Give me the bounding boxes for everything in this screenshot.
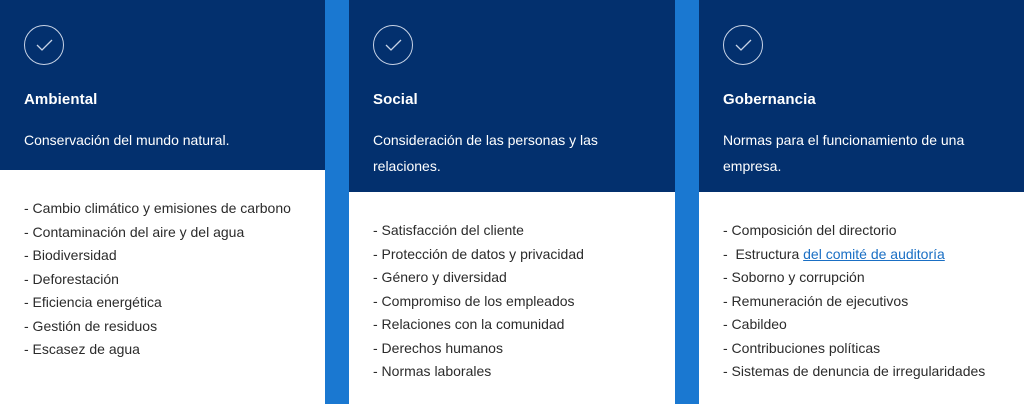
list-item: - Eficiencia energética bbox=[24, 294, 162, 310]
card-ambiental bbox=[0, 0, 325, 404]
list-item-prefix: - Estructura bbox=[723, 245, 804, 262]
list-item: - Contaminación del aire y del agua bbox=[24, 223, 245, 240]
card-body bbox=[0, 170, 325, 362]
check-circle-icon bbox=[373, 25, 413, 65]
card-body bbox=[349, 192, 675, 384]
list-item: - Género y diversidad bbox=[373, 269, 507, 285]
card-gobernancia bbox=[699, 0, 1024, 404]
list-item-with-link bbox=[723, 243, 1024, 267]
card-description: Consideración de las personas y las relaciones. bbox=[373, 132, 598, 174]
list-item: - Deforestación bbox=[24, 270, 119, 287]
audit-committee-link[interactable]: del comité de auditoría bbox=[803, 245, 945, 262]
list-item: - Satisfacción del cliente bbox=[373, 222, 524, 238]
card-title: Ambiental bbox=[24, 91, 98, 108]
card-title: Social bbox=[373, 91, 418, 108]
card-title: Gobernancia bbox=[723, 91, 816, 108]
list-item: - Escasez de agua bbox=[24, 341, 140, 357]
card-header bbox=[0, 0, 325, 170]
list-item: - Normas laborales bbox=[373, 363, 492, 379]
list-item: - Contribuciones políticas bbox=[723, 339, 881, 356]
list-item: - Remuneración de ejecutivos bbox=[723, 292, 909, 309]
list-item: - Cabildeo bbox=[723, 316, 787, 332]
card-description: Conservación del mundo natural. bbox=[24, 132, 230, 148]
list-item: - Protección de datos y privacidad bbox=[373, 245, 584, 262]
list-item: - Gestión de residuos bbox=[24, 317, 158, 334]
list-item: - Derechos humanos bbox=[373, 339, 503, 356]
topic-list bbox=[723, 219, 1024, 384]
list-item: - Sistemas de denuncia de irregularidades bbox=[723, 363, 986, 379]
check-circle-icon bbox=[24, 25, 64, 65]
check-circle-icon bbox=[723, 25, 763, 65]
list-item: - Cambio climático y emisiones de carbono bbox=[24, 200, 291, 216]
card-header bbox=[349, 0, 675, 192]
card-body bbox=[699, 192, 1024, 384]
topic-list bbox=[373, 219, 675, 384]
topic-list bbox=[24, 197, 325, 362]
card-social bbox=[349, 0, 675, 404]
list-item: - Composición del directorio bbox=[723, 222, 897, 238]
card-header bbox=[699, 0, 1024, 192]
list-item: - Relaciones con la comunidad bbox=[373, 316, 565, 332]
list-item: - Biodiversidad bbox=[24, 247, 117, 263]
list-item: - Compromiso de los empleados bbox=[373, 292, 575, 309]
list-item: - Soborno y corrupción bbox=[723, 269, 865, 285]
card-description: Normas para el funcionamiento de una empresa. bbox=[723, 132, 965, 174]
